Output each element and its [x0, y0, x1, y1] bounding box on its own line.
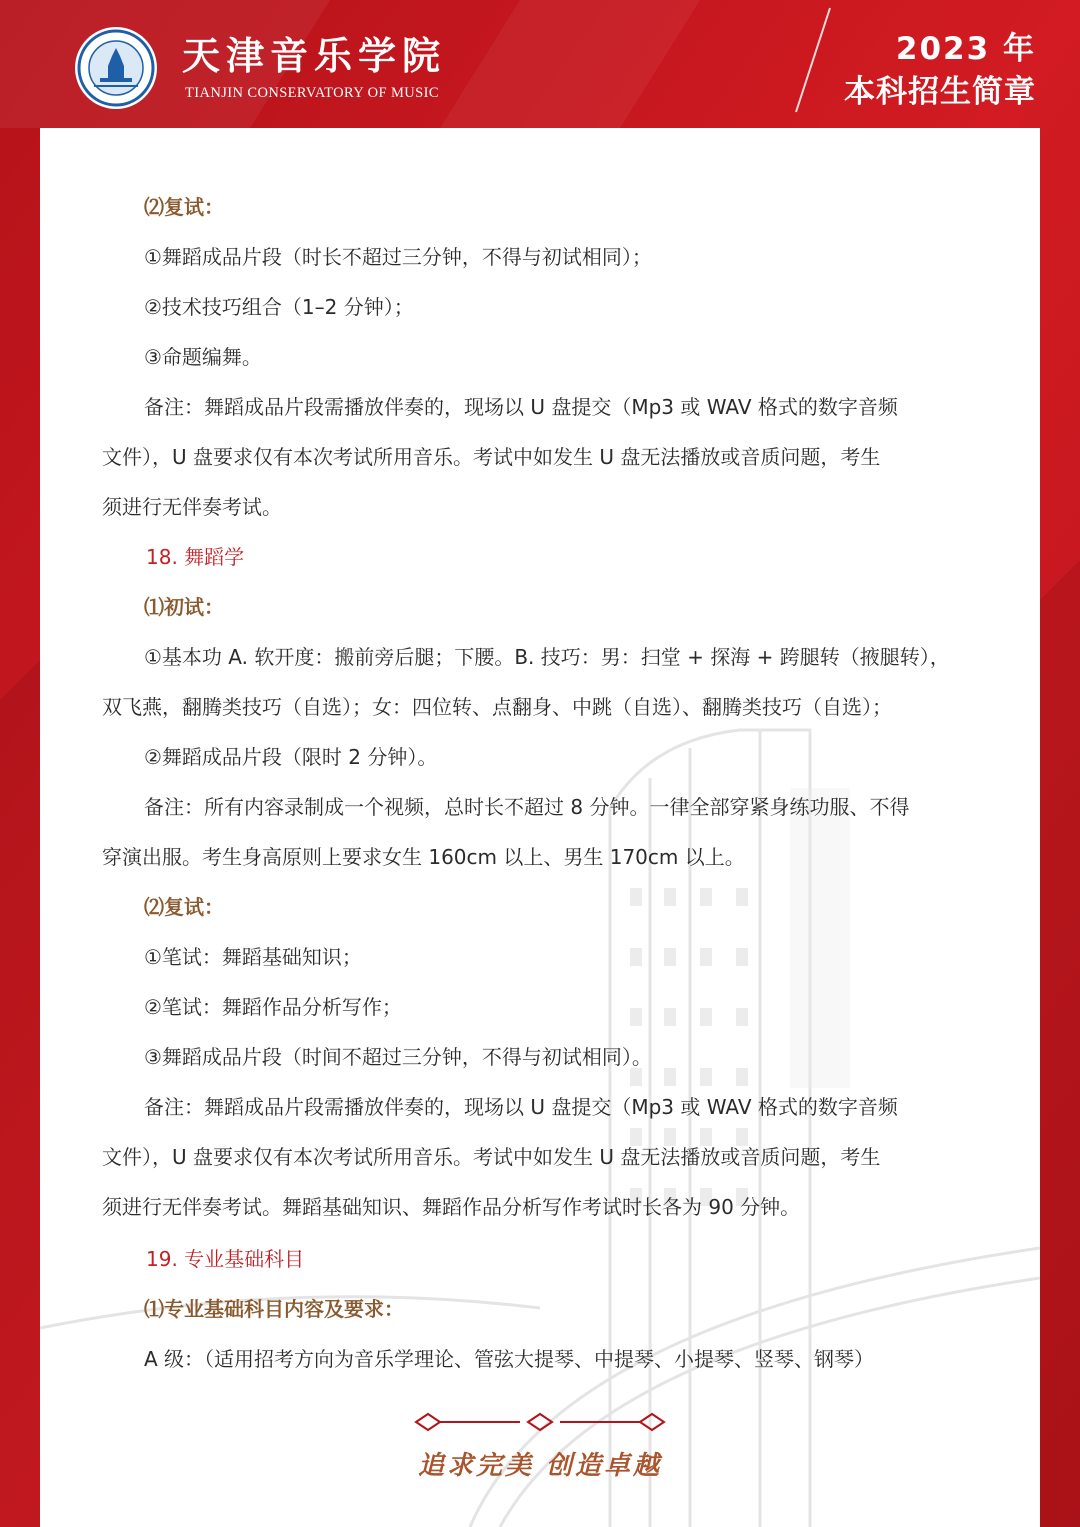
list-item: ②舞蹈成品片段（限时 2 分钟）。	[144, 745, 438, 769]
note-paragraph: 备注：所有内容录制成一个视频，总时长不超过 8 分钟。一律全部穿紧身练功服、不得	[144, 795, 910, 819]
note-paragraph: 须进行无伴奏考试。舞蹈基础知识、舞蹈作品分析写作考试时长各为 90 分钟。	[102, 1195, 801, 1219]
subheading-preliminary: ⑴初试：	[144, 595, 224, 619]
section-heading-dance-studies: 18. 舞蹈学	[146, 545, 245, 569]
year-title: 2023 年	[895, 31, 1036, 67]
content-page	[40, 128, 1040, 1527]
note-paragraph: 文件），U 盘要求仅有本次考试所用音乐。考试中如发生 U 盘无法播放或音质问题，考生	[102, 1145, 881, 1169]
list-item: ②笔试：舞蹈作品分析写作；	[144, 995, 402, 1019]
subheading-retest: ⑵复试：	[144, 195, 224, 219]
list-item: ③命题编舞。	[144, 345, 262, 369]
footer-ornament	[410, 1410, 670, 1434]
note-paragraph: 备注：舞蹈成品片段需播放伴奏的，现场以 U 盘提交（Mp3 或 WAV 格式的数字音频	[144, 1095, 898, 1119]
school-seal-logo	[74, 26, 158, 110]
list-item: ②技术技巧组合（1–2 分钟）；	[144, 295, 414, 319]
note-paragraph: 备注：舞蹈成品片段需播放伴奏的，现场以 U 盘提交（Mp3 或 WAV 格式的数字音频	[144, 395, 898, 419]
note-paragraph: 须进行无伴奏考试。	[102, 495, 282, 519]
section-heading-professional-basics: 19. 专业基础科目	[146, 1247, 305, 1271]
page-header	[0, 0, 1080, 128]
note-paragraph: 文件），U 盘要求仅有本次考试所用音乐。考试中如发生 U 盘无法播放或音质问题，考生	[102, 445, 881, 469]
school-name-chinese: 天津音乐学院	[182, 33, 447, 78]
school-name-english: TIANJIN CONSERVATORY OF MUSIC	[185, 85, 439, 101]
list-item: ①基本功 A. 软开度：搬前旁后腿；下腰。B. 技巧：男：扫堂 + 探海 + 跨腿转（掖腿转），	[144, 645, 950, 669]
level-a-paragraph: A 级：（适用招考方向为音乐学理论、管弦大提琴、中提琴、小提琴、竖琴、钢琴）	[144, 1347, 875, 1371]
note-paragraph: 穿演出服。考生身高原则上要求女生 160cm 以上、男生 170cm 以上。	[102, 845, 745, 869]
footer-motto: 追求完美 创造卓越	[417, 1451, 663, 1481]
list-item: 双飞燕，翻腾类技巧（自选）；女：四位转、点翻身、中跳（自选）、翻腾类技巧（自选）；	[102, 695, 892, 719]
list-item: ①舞蹈成品片段（时长不超过三分钟，不得与初试相同）；	[144, 245, 652, 269]
list-item: ①笔试：舞蹈基础知识；	[144, 945, 362, 969]
subheading-retest: ⑵复试：	[144, 895, 224, 919]
subheading-basics-content: ⑴专业基础科目内容及要求：	[144, 1297, 404, 1321]
brochure-title: 本科招生简章	[844, 74, 1036, 110]
list-item: ③舞蹈成品片段（时间不超过三分钟，不得与初试相同）。	[144, 1045, 652, 1069]
